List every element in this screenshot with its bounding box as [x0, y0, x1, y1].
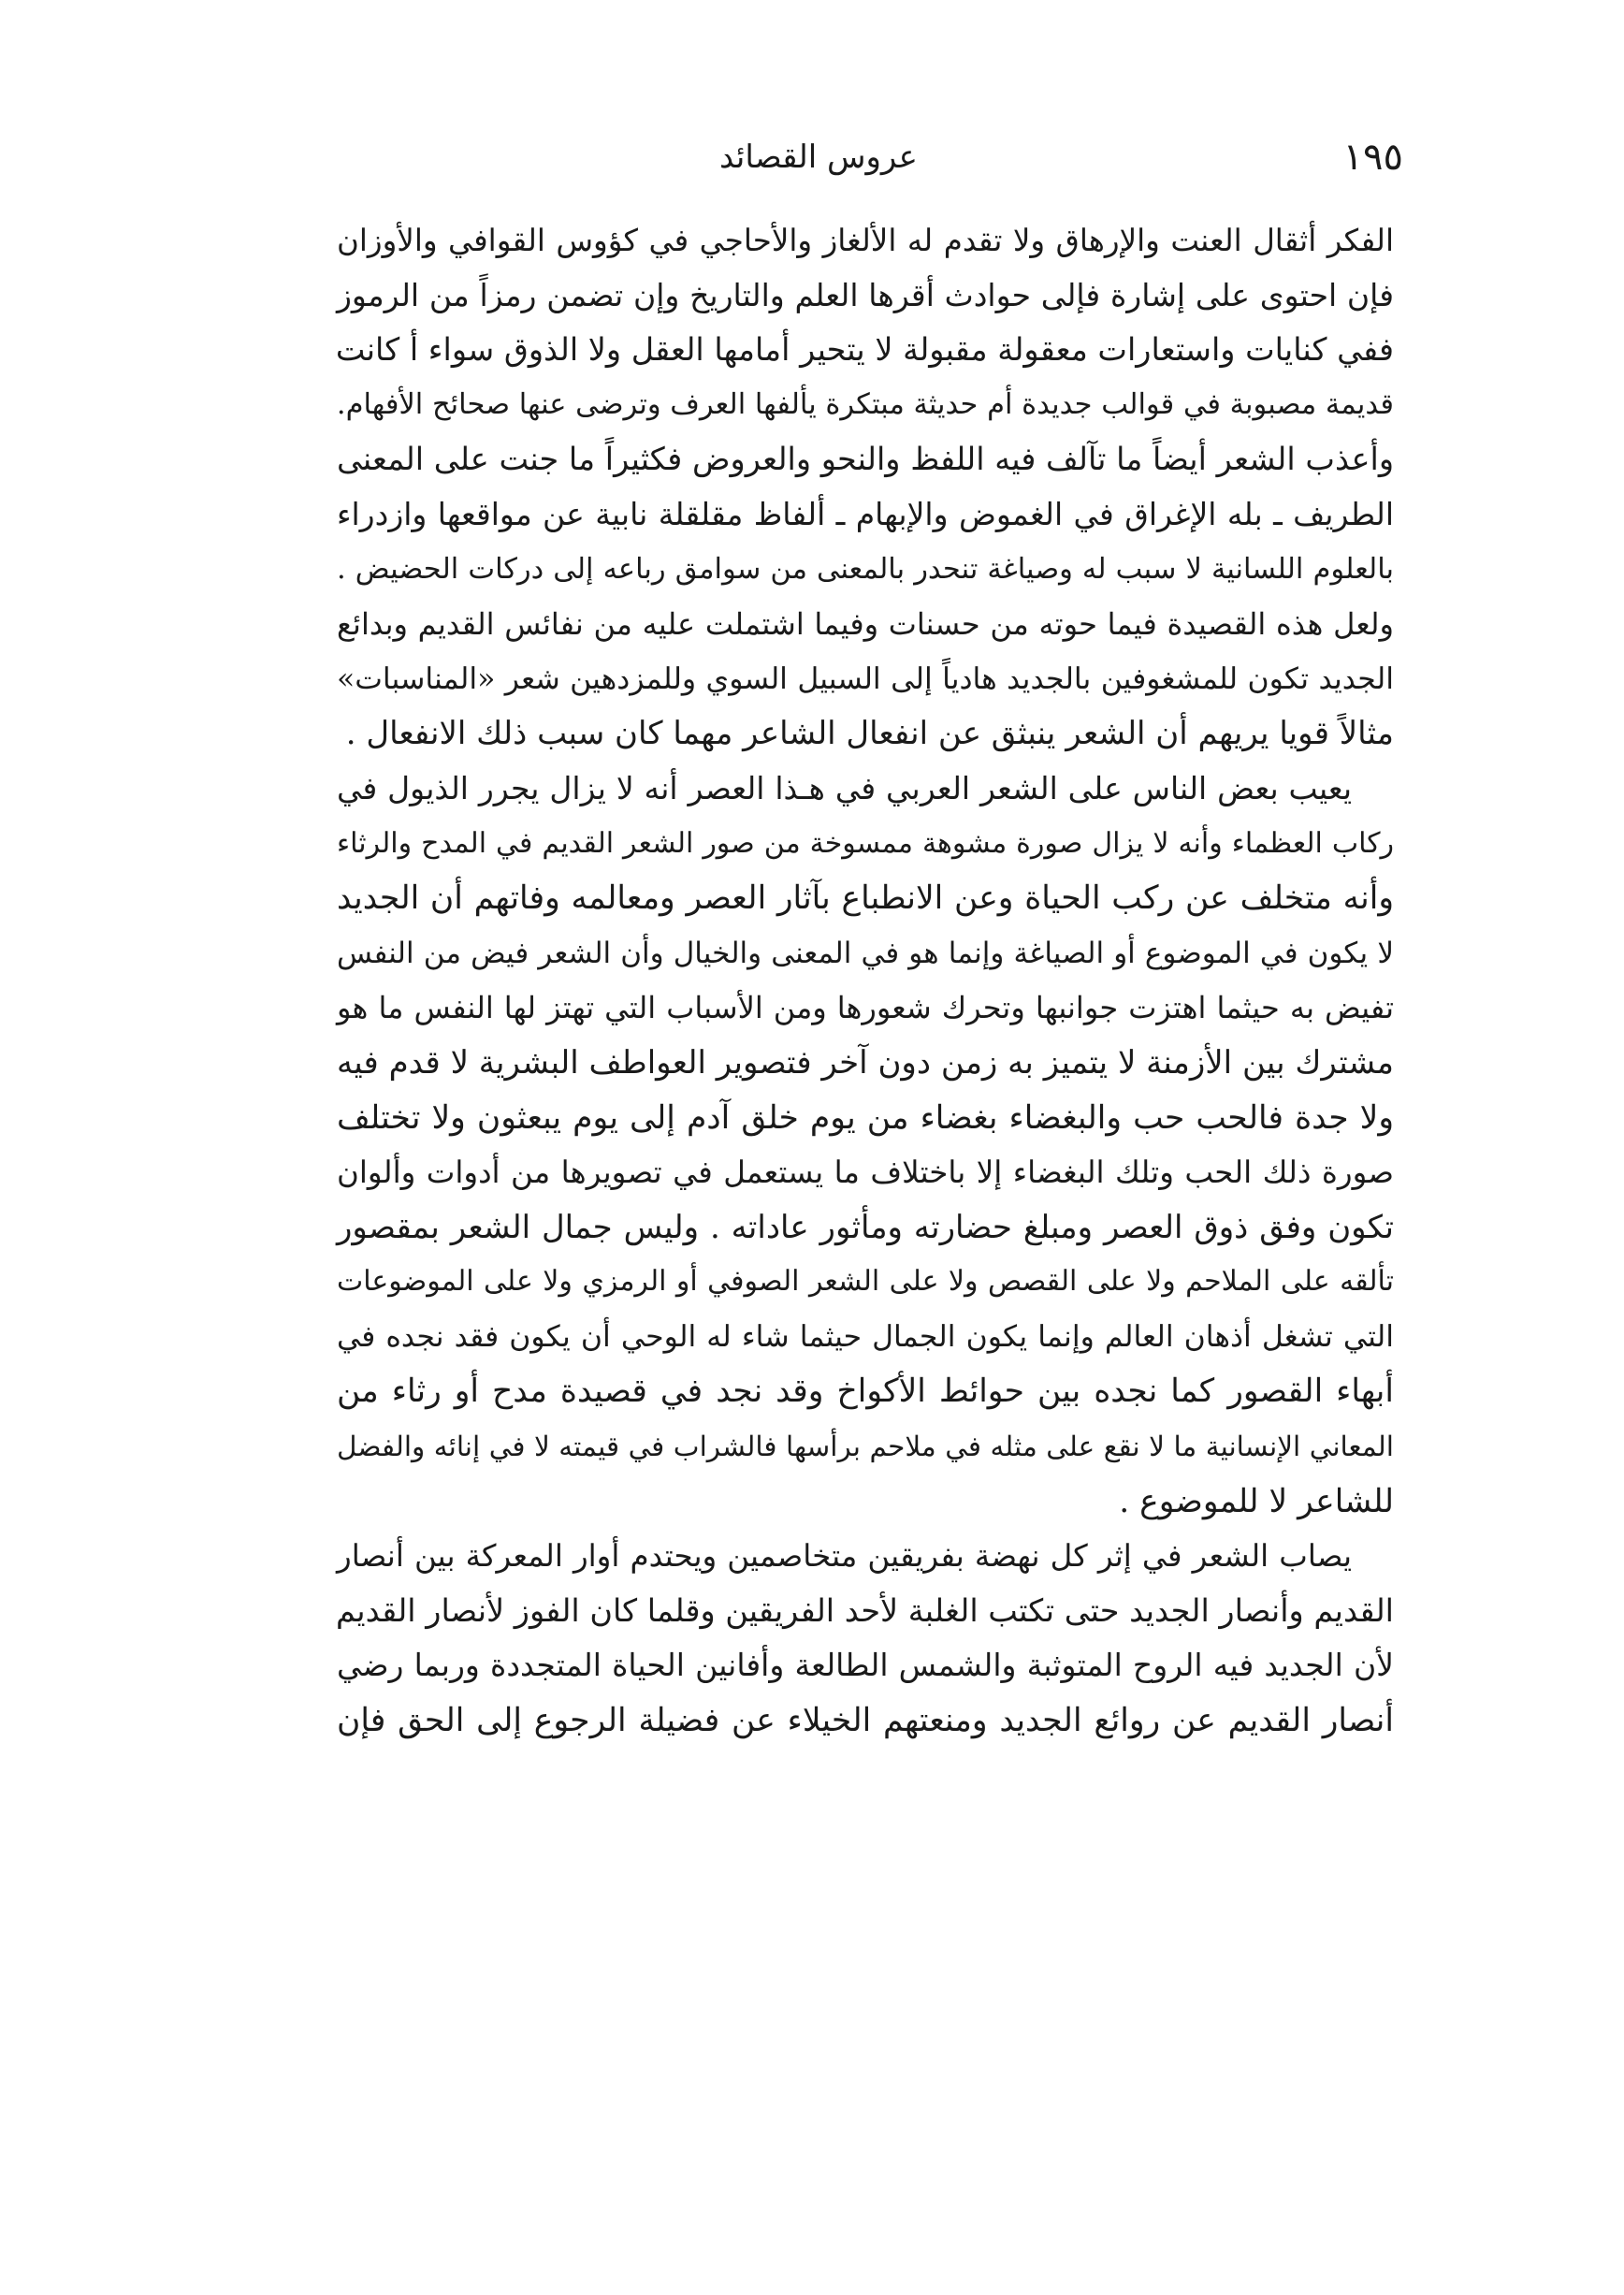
running-title: عروس القصائد: [719, 138, 918, 176]
text-line: تألقه على الملاحم ولا على القصص ولا على الشعر الصوفي أو الرمزي ولا على الموضوعات: [337, 1265, 1394, 1299]
text-line: القديم وأنصار الجديد حتى تكتب الغلبة لأحد الفريقين وقلما كان الفوز لأنصار القديم: [335, 1591, 1394, 1629]
text-line: وأنه متخلف عن ركب الحياة وعن الانطباع بآثار العصر ومعالمه وفاتهم أن الجديد: [337, 879, 1394, 918]
running-head: [234, 129, 1403, 185]
text-line: ولا جدة فالحب حب والبغضاء بغضاء من يوم خلق آدم إلى يوم يبعثون ولا تختلف: [337, 1098, 1394, 1137]
text-line: ففي كنايات واستعارات معقولة مقبولة لا يتحير أمامها العقل ولا الذوق سواء أ كانت: [335, 331, 1394, 369]
text-line: أنصار القديم عن روائع الجديد ومنعتهم الخيلاء عن فضيلة الرجوع إلى الحق فإن: [337, 1702, 1394, 1740]
text-line: أبهاء القصور كما نجده بين حوائط الأكواخ وقد نجد في قصيدة مدح أو رثاء من: [337, 1373, 1394, 1411]
text-line: ولعل هذه القصيدة فيما حوته من حسنات وفيما اشتملت عليه من نفائس القديم وبدائع: [337, 606, 1395, 643]
text-line: تكون وفق ذوق العصر ومبلغ حضارته ومأثور عاداته . وليس جمال الشعر بمقصور: [337, 1208, 1394, 1246]
text-line: لأن الجديد فيه الروح المتوثبة والشمس الطالعة وأفانين الحياة المتجددة وربما رضي: [337, 1647, 1394, 1684]
text-line: المعاني الإنسانية ما لا نقع على مثله في ملاحم برأسها فالشراب في قيمته لا في إنائه والفضل: [337, 1431, 1394, 1463]
text-line: مشترك بين الأزمنة لا يتميز به زمن دون آخر فتصوير العواطف البشرية لا قدم فيه: [337, 1043, 1394, 1082]
text-line: بالعلوم اللسانية لا سبب له وصياغة تنحدر بالمعنى من سوامق رباعه إلى دركات الحضيض .: [337, 552, 1394, 586]
text-line: ركاب العظماء وأنه لا يزال صورة مشوهة ممسوخة من صور الشعر القديم في المدح والرثاء: [337, 826, 1394, 860]
body-text: [337, 213, 1394, 1749]
text-line: لا يكون في الموضوع أو الصياغة وإنما هو في المعنى والخيال وأن الشعر فيض من النفس: [337, 936, 1394, 970]
text-line: تفيض به حيثما اهتزت جوانبها وتحرك شعورها ومن الأسباب التي تهتز لها النفس ما هو: [337, 990, 1394, 1026]
text-line: للشاعر لا للموضوع .: [1119, 1482, 1394, 1520]
paragraph-start-line: يصاب الشعر في إثر كل نهضة بفريقين متخاصمين ويحتدم أوار المعركة بين أنصار: [337, 1538, 1352, 1575]
text-line: التي تشغل أذهان العالم وإنما يكون الجمال حيثما شاء له الوحي أن يكون فقد نجده في: [337, 1319, 1394, 1354]
text-line: الفكر أثقال العنت والإرهاق ولا تقدم له الألغاز والأحاجي في كؤوس القوافي والأوزان: [337, 223, 1394, 258]
text-line: الطريف ـ بله الإغراق في الغموض والإبهام ـ ألفاظ مقلقلة نابية عن مواقعها وازدراء: [337, 495, 1394, 532]
paragraph-start-line: يعيب بعض الناس على الشعر العربي في هـذا العصر أنه لا يزال يجرر الذيول في: [337, 769, 1352, 806]
text-line: قديمة مصبوبة في قوالب جديدة أم حديثة مبتكرة يألفها العرف وترضى عنها صحائح الأفهام.: [336, 387, 1394, 421]
text-line: صورة ذلك الحب وتلك البغضاء إلا باختلاف ما يستعمل في تصويرها من أدوات وألوان: [337, 1155, 1394, 1191]
text-line: مثالاً قويا يريهم أن الشعر ينبثق عن انفعال الشاعر مهما كان سبب ذلك الانفعال .: [345, 715, 1394, 753]
page-number: ١٩٥: [1342, 136, 1403, 179]
text-line: وأعذب الشعر أيضاً ما تآلف فيه اللفظ والنحو والعروض فكثيراً ما جنت على المعنى: [337, 441, 1394, 478]
text-line: الجديد تكون للمشغوفين بالجديد هادياً إلى السبيل السوي وللمزدهين شعر «المناسبات»: [337, 661, 1394, 696]
text-line: فإن احتوى على إشارة فإلى حوادث أقرها العلم والتاريخ وإن تضمن رمزاً من الرموز: [337, 276, 1394, 313]
